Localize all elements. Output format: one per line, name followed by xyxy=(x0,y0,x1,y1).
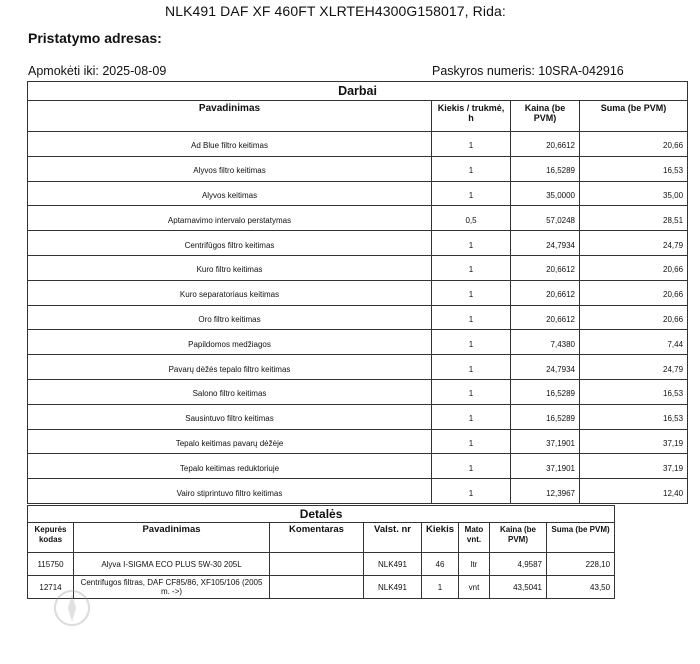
table-row xyxy=(28,479,688,504)
table-row xyxy=(28,379,688,404)
work-qty-cell: 1 xyxy=(432,429,511,454)
part-sum-cell: 228,10 xyxy=(547,553,615,576)
table-row xyxy=(28,330,688,355)
work-qty-cell: 1 xyxy=(432,454,511,479)
work-name-cell: Aptarnavimo intervalo perstatymas xyxy=(28,206,432,231)
work-qty-cell: 1 xyxy=(432,132,511,157)
work-sum-cell: 16,53 xyxy=(580,379,688,404)
delivery-address-label: Pristatymo adresas: xyxy=(28,30,162,46)
work-price-cell: 16,5289 xyxy=(511,156,580,181)
work-sum-cell: 24,79 xyxy=(580,355,688,380)
details-body xyxy=(28,553,615,599)
work-name-cell: Tepalo keitimas pavarų dėžėje xyxy=(28,429,432,454)
part-sum-cell: 43,50 xyxy=(547,576,615,599)
table-row xyxy=(28,255,688,280)
work-qty-cell: 1 xyxy=(432,156,511,181)
part-qty-cell: 46 xyxy=(422,553,459,576)
work-sum-cell: 28,51 xyxy=(580,206,688,231)
work-name-cell: Salono filtro keitimas xyxy=(28,379,432,404)
work-sum-cell: 20,66 xyxy=(580,305,688,330)
works-col-sum: Suma (be PVM) xyxy=(580,101,688,132)
part-comment-cell xyxy=(270,576,364,599)
work-sum-cell: 12,40 xyxy=(580,479,688,504)
part-name-cell: Centrifugos filtras, DAF CF85/86, XF105/106 (2005 m. ->) xyxy=(74,576,270,599)
works-col-name: Pavadinimas xyxy=(28,101,432,132)
work-sum-cell: 20,66 xyxy=(580,132,688,157)
table-row xyxy=(28,206,688,231)
work-price-cell: 16,5289 xyxy=(511,379,580,404)
work-price-cell: 20,6612 xyxy=(511,305,580,330)
work-price-cell: 16,5289 xyxy=(511,404,580,429)
table-row xyxy=(28,156,688,181)
work-price-cell: 12,3967 xyxy=(511,479,580,504)
work-name-cell: Kuro separatoriaus keitimas xyxy=(28,280,432,305)
table-row xyxy=(28,132,688,157)
part-code-cell: 12714 xyxy=(28,576,74,599)
work-name-cell: Papildomos medžiagos xyxy=(28,330,432,355)
work-sum-cell: 35,00 xyxy=(580,181,688,206)
work-qty-cell: 1 xyxy=(432,330,511,355)
details-table xyxy=(27,505,615,599)
work-qty-cell: 1 xyxy=(432,355,511,380)
work-name-cell: Centrifūgos filtro keitimas xyxy=(28,231,432,256)
table-row xyxy=(28,576,615,599)
details-section-title: Detalės xyxy=(28,506,615,523)
part-price-cell: 43,5041 xyxy=(490,576,547,599)
work-price-cell: 20,6612 xyxy=(511,255,580,280)
details-col-name: Pavadinimas xyxy=(74,523,270,553)
work-sum-cell: 7,44 xyxy=(580,330,688,355)
work-price-cell: 57,0248 xyxy=(511,206,580,231)
part-unit-cell: ltr xyxy=(459,553,490,576)
part-name-cell: Alyva I-SIGMA ECO PLUS 5W-30 205L xyxy=(74,553,270,576)
work-name-cell: Vairo stiprintuvo filtro keitimas xyxy=(28,479,432,504)
work-sum-cell: 20,66 xyxy=(580,280,688,305)
work-name-cell: Alyvos filtro keitimas xyxy=(28,156,432,181)
work-price-cell: 20,6612 xyxy=(511,132,580,157)
watermark-logo-icon xyxy=(52,588,92,628)
work-qty-cell: 1 xyxy=(432,280,511,305)
work-name-cell: Pavarų dėžės tepalo filtro keitimas xyxy=(28,355,432,380)
work-qty-cell: 1 xyxy=(432,231,511,256)
work-name-cell: Oro filtro keitimas xyxy=(28,305,432,330)
works-col-price: Kaina (be PVM) xyxy=(511,101,580,132)
work-price-cell: 37,1901 xyxy=(511,429,580,454)
table-row xyxy=(28,553,615,576)
works-table xyxy=(27,81,688,504)
table-row xyxy=(28,454,688,479)
work-qty-cell: 1 xyxy=(432,255,511,280)
details-col-price: Kaina (be PVM) xyxy=(490,523,547,553)
table-row xyxy=(28,305,688,330)
part-comment-cell xyxy=(270,553,364,576)
details-col-qty: Kiekis xyxy=(422,523,459,553)
part-unit-cell: vnt xyxy=(459,576,490,599)
work-qty-cell: 1 xyxy=(432,305,511,330)
work-name-cell: Kuro filtro keitimas xyxy=(28,255,432,280)
work-price-cell: 20,6612 xyxy=(511,280,580,305)
work-name-cell: Alyvos keitimas xyxy=(28,181,432,206)
part-price-cell: 4,9587 xyxy=(490,553,547,576)
work-sum-cell: 20,66 xyxy=(580,255,688,280)
vehicle-title: NLK491 DAF XF 460FT XLRTEH4300G158017, Rida: xyxy=(165,3,506,19)
works-body xyxy=(28,132,688,504)
part-qty-cell: 1 xyxy=(422,576,459,599)
part-plate-cell: NLK491 xyxy=(364,576,422,599)
work-qty-cell: 1 xyxy=(432,479,511,504)
works-col-qty: Kiekis / trukmė, h xyxy=(432,101,511,132)
account-number: Paskyros numeris: 10SRA-042916 xyxy=(432,64,624,78)
details-col-plate: Valst. nr xyxy=(364,523,422,553)
due-date: Apmokėti iki: 2025-08-09 xyxy=(28,64,167,78)
table-row xyxy=(28,280,688,305)
work-name-cell: Ad Blue filtro keitimas xyxy=(28,132,432,157)
table-row xyxy=(28,231,688,256)
work-sum-cell: 37,19 xyxy=(580,429,688,454)
work-qty-cell: 1 xyxy=(432,181,511,206)
work-qty-cell: 1 xyxy=(432,404,511,429)
table-row xyxy=(28,355,688,380)
work-price-cell: 7,4380 xyxy=(511,330,580,355)
details-col-comment: Komentaras xyxy=(270,523,364,553)
part-code-cell: 115750 xyxy=(28,553,74,576)
work-price-cell: 24,7934 xyxy=(511,355,580,380)
table-row xyxy=(28,181,688,206)
part-plate-cell: NLK491 xyxy=(364,553,422,576)
work-qty-cell: 0,5 xyxy=(432,206,511,231)
work-price-cell: 37,1901 xyxy=(511,454,580,479)
works-section-title: Darbai xyxy=(28,82,688,101)
table-row xyxy=(28,429,688,454)
work-sum-cell: 37,19 xyxy=(580,454,688,479)
work-qty-cell: 1 xyxy=(432,379,511,404)
work-name-cell: Sausintuvo filtro keitimas xyxy=(28,404,432,429)
table-row xyxy=(28,404,688,429)
work-name-cell: Tepalo keitimas reduktoriuje xyxy=(28,454,432,479)
work-sum-cell: 16,53 xyxy=(580,156,688,181)
work-sum-cell: 16,53 xyxy=(580,404,688,429)
work-price-cell: 24,7934 xyxy=(511,231,580,256)
details-col-sum: Suma (be PVM) xyxy=(547,523,615,553)
work-sum-cell: 24,79 xyxy=(580,231,688,256)
details-col-code: Kepurės kodas xyxy=(28,523,74,553)
details-col-unit: Mato vnt. xyxy=(459,523,490,553)
work-price-cell: 35,0000 xyxy=(511,181,580,206)
